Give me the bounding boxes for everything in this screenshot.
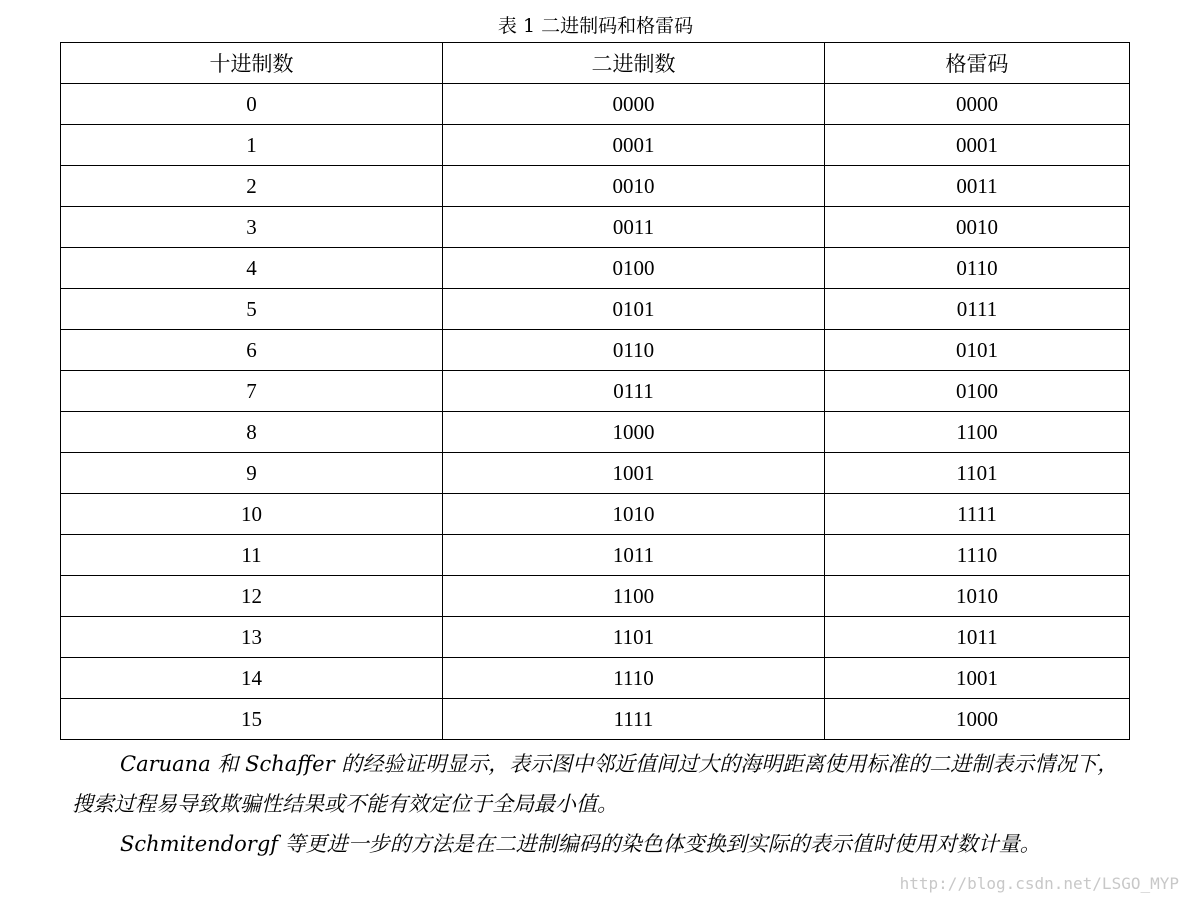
table-row xyxy=(61,289,1130,330)
table-row xyxy=(61,371,1130,412)
cell-decimal: 8 xyxy=(61,412,443,453)
cell-gray-code: 1101 xyxy=(825,453,1130,494)
cell-decimal: 1 xyxy=(61,125,443,166)
cell-binary: 0010 xyxy=(443,166,825,207)
cell-decimal: 4 xyxy=(61,248,443,289)
binary-gray-code-table xyxy=(60,42,1130,740)
cell-decimal: 0 xyxy=(61,84,443,125)
cell-gray-code: 1000 xyxy=(825,699,1130,740)
cell-decimal: 13 xyxy=(61,617,443,658)
cell-decimal: 9 xyxy=(61,453,443,494)
watermark-url: http://blog.csdn.net/LSGO_MYP xyxy=(899,874,1179,893)
table-row xyxy=(61,248,1130,289)
table-row xyxy=(61,125,1130,166)
table-row xyxy=(61,330,1130,371)
cell-decimal: 12 xyxy=(61,576,443,617)
header-decimal: 十进制数 xyxy=(61,43,443,84)
cell-gray-code: 0110 xyxy=(825,248,1130,289)
cell-decimal: 5 xyxy=(61,289,443,330)
cell-binary: 1111 xyxy=(443,699,825,740)
cell-gray-code: 0101 xyxy=(825,330,1130,371)
cell-binary: 0000 xyxy=(443,84,825,125)
cell-gray-code: 1001 xyxy=(825,658,1130,699)
cell-decimal: 15 xyxy=(61,699,443,740)
table-caption: 表 1 二进制码和格雷码 xyxy=(497,15,694,37)
cell-binary: 0011 xyxy=(443,207,825,248)
table-header-row xyxy=(61,43,1130,84)
table-row xyxy=(61,535,1130,576)
cell-gray-code: 0000 xyxy=(825,84,1130,125)
table-row xyxy=(61,617,1130,658)
cell-gray-code: 1110 xyxy=(825,535,1130,576)
cell-binary: 0101 xyxy=(443,289,825,330)
cell-gray-code: 1010 xyxy=(825,576,1130,617)
cell-binary: 1001 xyxy=(443,453,825,494)
cell-decimal: 10 xyxy=(61,494,443,535)
paragraph-text: Caruana 和 Schaffer 的经验证明显示，表示图中邻近值间过大的海明距离使用标准的二进制表示情况下，搜索过程易导致欺骗性结果或不能有效定位于全局最小值。 xyxy=(72,752,1119,816)
cell-gray-code: 0100 xyxy=(825,371,1130,412)
cell-binary: 0001 xyxy=(443,125,825,166)
paragraph-log-scale xyxy=(72,824,1132,864)
cell-binary: 0100 xyxy=(443,248,825,289)
header-gray-code: 格雷码 xyxy=(825,43,1130,84)
table-row xyxy=(61,412,1130,453)
table-row xyxy=(61,658,1130,699)
cell-binary: 0110 xyxy=(443,330,825,371)
header-binary: 二进制数 xyxy=(443,43,825,84)
table-row xyxy=(61,699,1130,740)
cell-decimal: 6 xyxy=(61,330,443,371)
table-row xyxy=(61,84,1130,125)
table-row xyxy=(61,453,1130,494)
cell-decimal: 14 xyxy=(61,658,443,699)
cell-decimal: 2 xyxy=(61,166,443,207)
cell-gray-code: 0001 xyxy=(825,125,1130,166)
cell-gray-code: 0011 xyxy=(825,166,1130,207)
table-row xyxy=(61,207,1130,248)
table-row xyxy=(61,494,1130,535)
cell-binary: 1011 xyxy=(443,535,825,576)
paragraph-text: Schmitendorgf 等更进一步的方法是在二进制编码的染色体变换到实际的表示值时使用对数计量。 xyxy=(120,832,1041,856)
cell-gray-code: 0010 xyxy=(825,207,1130,248)
cell-gray-code: 1011 xyxy=(825,617,1130,658)
cell-gray-code: 1111 xyxy=(825,494,1130,535)
cell-decimal: 3 xyxy=(61,207,443,248)
cell-decimal: 7 xyxy=(61,371,443,412)
table-row xyxy=(61,166,1130,207)
table-row xyxy=(61,576,1130,617)
paragraph-hamming-distance xyxy=(72,744,1132,824)
cell-gray-code: 1100 xyxy=(825,412,1130,453)
cell-binary: 1100 xyxy=(443,576,825,617)
cell-binary: 1010 xyxy=(443,494,825,535)
cell-binary: 1101 xyxy=(443,617,825,658)
cell-gray-code: 0111 xyxy=(825,289,1130,330)
cell-binary: 1000 xyxy=(443,412,825,453)
cell-decimal: 11 xyxy=(61,535,443,576)
cell-binary: 0111 xyxy=(443,371,825,412)
cell-binary: 1110 xyxy=(443,658,825,699)
